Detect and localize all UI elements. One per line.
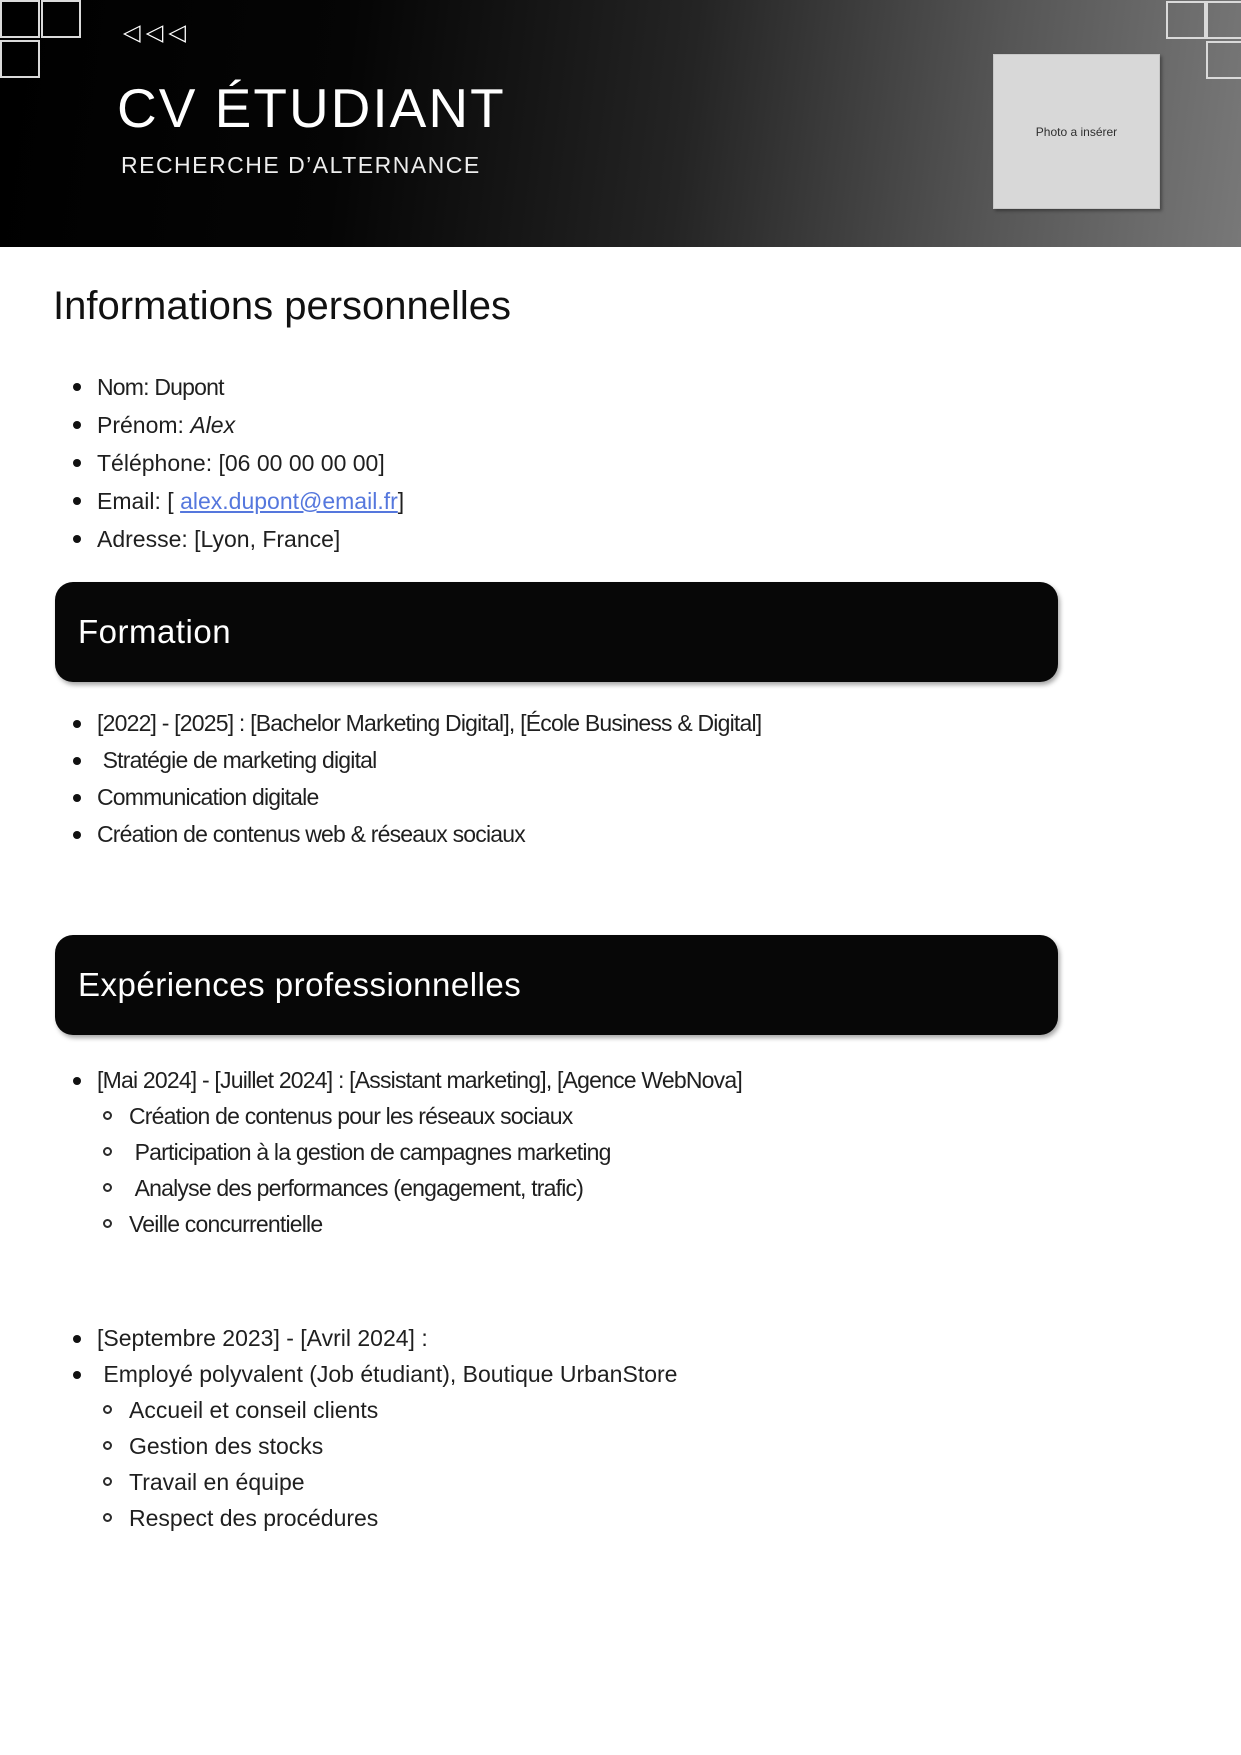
list-item-text: Nom: Dupont <box>97 374 224 400</box>
list-item-text: Stratégie de marketing digital <box>97 747 377 773</box>
list-item-adresse <box>73 520 1183 558</box>
list-item-text: [Mai 2024] - [Juillet 2024] : [Assistant marketing], [Agence WebNova] <box>97 1067 742 1093</box>
list-item-text: Création de contenus web & réseaux sociaux <box>97 821 525 847</box>
experience-2-list <box>73 1320 1183 1536</box>
sub-list-item-text: Veille concurrentielle <box>129 1211 323 1237</box>
list-item-telephone <box>73 444 1183 482</box>
page-subtitle: RECHERCHE D’ALTERNANCE <box>121 152 481 178</box>
sub-list-item-text: Analyse des performances (engagement, trafic) <box>129 1175 584 1201</box>
formation-list <box>73 705 1183 853</box>
page-header <box>0 0 1241 247</box>
photo-placeholder <box>993 54 1160 209</box>
list-item-text: [Septembre 2023] - [Avril 2024] : <box>97 1325 428 1351</box>
section-banner-label: Formation <box>78 613 232 650</box>
list-item-text: [2022] - [2025] : [Bachelor Marketing Digital], [École Business & Digital] <box>97 710 762 736</box>
prenom-value: Alex <box>190 412 236 438</box>
decor-square <box>41 0 81 38</box>
sub-list-item-text: Création de contenus pour les réseaux sociaux <box>129 1103 573 1129</box>
list-item <box>73 816 1183 853</box>
sub-list-item <box>103 1098 1183 1134</box>
experience-1-details <box>97 1098 1183 1242</box>
sub-list-item-text: Respect des procédures <box>129 1505 379 1531</box>
sub-list-item <box>103 1206 1183 1242</box>
decor-square <box>1206 1 1241 39</box>
sub-list-item <box>103 1134 1183 1170</box>
sub-list-item-text: Accueil et conseil clients <box>129 1397 379 1423</box>
sub-list-item-text: Participation à la gestion de campagnes marketing <box>129 1139 611 1165</box>
list-item <box>73 705 1183 742</box>
list-item-experience-date <box>73 1320 1183 1356</box>
photo-placeholder-label: Photo a insérer <box>1035 124 1118 139</box>
list-item-text: Prénom: <box>97 412 191 438</box>
experience-1-list <box>73 1062 1183 1242</box>
section-banner-experiences <box>55 935 1058 1035</box>
page-title: CV ÉTUDIANT <box>117 77 506 139</box>
list-item-text: Employé polyvalent (Job étudiant), Boutique UrbanStore <box>97 1361 678 1387</box>
personal-info-list <box>73 368 1183 558</box>
list-item-text: ] <box>397 488 405 514</box>
decor-square <box>1166 1 1206 39</box>
list-item-email <box>73 482 1183 520</box>
section-heading-informations: Informations personnelles <box>53 284 512 328</box>
list-item-prenom <box>73 406 1183 444</box>
back-arrows-icon: ◁◁◁ <box>123 20 192 46</box>
decor-square <box>1206 41 1241 79</box>
sub-list-item <box>103 1464 1183 1500</box>
list-item <box>73 779 1183 816</box>
sub-list-item <box>103 1392 1183 1428</box>
experience-2-details <box>97 1392 1183 1536</box>
list-item-text: Email: [ <box>97 488 181 514</box>
list-item-experience-title <box>73 1356 1183 1536</box>
list-item-experience-title <box>73 1062 1183 1242</box>
sub-list-item <box>103 1428 1183 1464</box>
sub-list-item-text: Gestion des stocks <box>129 1433 324 1459</box>
list-item <box>73 742 1183 779</box>
sub-list-item <box>103 1170 1183 1206</box>
list-item-text: Téléphone: [06 00 00 00 00] <box>97 450 385 476</box>
decor-square <box>0 40 40 78</box>
sub-list-item-text: Travail en équipe <box>129 1469 305 1495</box>
section-banner-formation <box>55 582 1058 682</box>
decor-square <box>0 0 40 38</box>
section-banner-label: Expériences professionnelles <box>78 966 522 1003</box>
list-item-text: Communication digitale <box>97 784 319 810</box>
list-item-nom <box>73 368 1183 406</box>
email-link[interactable]: alex.dupont@email.fr <box>180 488 398 514</box>
list-item-text: Adresse: [Lyon, France] <box>97 526 341 552</box>
sub-list-item <box>103 1500 1183 1536</box>
